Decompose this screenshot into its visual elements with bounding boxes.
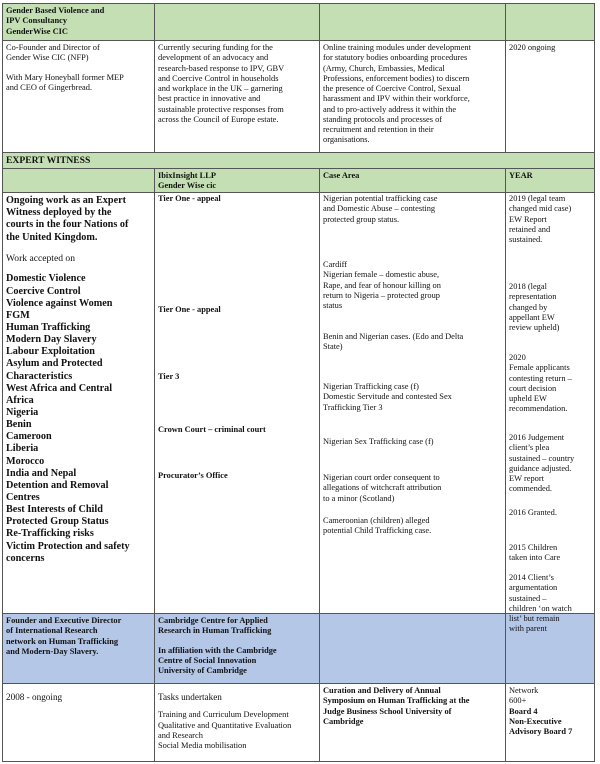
gbv-content-row bbox=[3, 41, 595, 153]
tasks-list: Training and Curriculum Development Qualitative and Quantitative Evaluation and Research Social Media mobilisation bbox=[158, 710, 292, 751]
case-year: 2016 Granted. bbox=[509, 508, 557, 518]
expert-col2-header-cell bbox=[155, 168, 320, 193]
case-description: Nigerian potential trafficking case and Domestic Abuse – contesting protected group status. bbox=[323, 194, 438, 224]
expert-title-row bbox=[3, 153, 595, 169]
case-area-header: Case Area bbox=[323, 170, 360, 180]
organisation-header: IbixInsight LLP Gender Wise cic bbox=[158, 170, 217, 190]
years-active: 2008 - ongoing bbox=[6, 692, 63, 703]
empty-green-cell bbox=[506, 4, 595, 41]
cv-table bbox=[2, 3, 595, 762]
expert-cases-cell bbox=[320, 193, 506, 614]
empty-blue-cell bbox=[320, 614, 506, 684]
gbv-training-cell bbox=[320, 41, 506, 153]
cambridge-centre-name: Cambridge Centre for Applied Research in Human Trafficking bbox=[158, 616, 272, 636]
gbv-role-note: With Mary Honeyball former MEP and CEO of Gingerbread. bbox=[6, 72, 124, 92]
case-year: 2020 Female applicants contesting return – court decision upheld EW recommendation. bbox=[509, 353, 572, 414]
gbv-funding-text: Currently securing funding for the development of an advocacy and research-based response to IPV, GBV and Coercive Control in households and workplace in the UK – garnering best practice in innovative and sustainable protective responses from across the Council of Europe estate. bbox=[158, 43, 285, 124]
symposium-cell bbox=[320, 684, 506, 762]
gbv-year: 2020 ongoing bbox=[509, 43, 556, 52]
court-label: Crown Court – criminal court bbox=[158, 425, 266, 435]
founder-centre-cell bbox=[155, 614, 320, 684]
network-cell bbox=[506, 684, 595, 762]
case-description: Nigerian court order consequent to allegations of witchcraft attribution to a minor (Scotland) bbox=[323, 473, 442, 503]
case-description: Cameroonian (children) alleged potential Child Trafficking case. bbox=[323, 516, 432, 536]
gbv-training-text: Online training modules under development for statutory bodies onboarding procedures (Army, Church, Embassies, Medical Professions, enforcement bodies) to discern the presence of Coercive Control, Sexual harassment and IPV within their workforce, and to pro-actively address it within the standing protocols and processes of recruitment and retention in their organisations. bbox=[323, 43, 471, 145]
gbv-heading: Gender Based Violence and IPV Consultancy GenderWise CIC bbox=[6, 6, 105, 36]
empty-green-cell bbox=[320, 4, 506, 41]
expert-title-cell bbox=[3, 153, 595, 169]
expert-col4-header-cell bbox=[506, 168, 595, 193]
tier-label: Tier One - appeal bbox=[158, 194, 221, 204]
case-year: 2018 (legal representation changed by appellant EW review upheld) bbox=[509, 282, 560, 333]
expert-years-cell bbox=[506, 193, 595, 634]
case-year: 2014 Client’s argumentation sustained – children ‘on watch list’ but remain with parent bbox=[509, 573, 572, 634]
tier-label: Tier One - appeal bbox=[158, 305, 221, 315]
cambridge-affiliation: In affiliation with the Cambridge Centre of Social Innovation University of Cambridge bbox=[158, 645, 277, 676]
case-year: 2015 Children taken into Care bbox=[509, 543, 561, 563]
expert-col3-header-cell bbox=[320, 168, 506, 193]
expert-header-empty bbox=[3, 168, 155, 193]
expert-intro: Ongoing work as an Expert Witness deployed by the courts in the four Nations of the United Kingdom. bbox=[6, 195, 129, 243]
gbv-heading-cell bbox=[3, 4, 155, 41]
symposium-text: Curation and Delivery of Annual Symposium on Human Trafficking at the Judge Business School University of Cambridge bbox=[323, 686, 470, 726]
tasks-cell bbox=[155, 684, 320, 762]
gbv-heading-row bbox=[3, 4, 595, 41]
case-description: Cardiff Nigerian female – domestic abuse, Rape, and fear of honour killing on return to Nigeria – protected group status bbox=[323, 260, 441, 311]
expert-header-row bbox=[3, 168, 595, 193]
founder-role-cell bbox=[3, 614, 155, 684]
gbv-year-cell bbox=[506, 41, 595, 153]
empty-green-cell bbox=[155, 4, 320, 41]
founder-row bbox=[3, 614, 595, 684]
case-description: Nigerian Sex Trafficking case (f) bbox=[323, 437, 434, 447]
founder-role: Founder and Executive Director of International Research network on Human Trafficking and Modern-Day Slavery. bbox=[6, 616, 122, 656]
network-label: Network bbox=[509, 686, 539, 696]
case-year: 2016 Judgement client’s plea sustained – country guidance adjusted. EW report commended. bbox=[509, 433, 575, 494]
court-label: Procurator’s Office bbox=[158, 471, 228, 481]
years-active-cell bbox=[3, 684, 155, 762]
tier-label: Tier 3 bbox=[158, 372, 180, 382]
boards-text: Board 4 Non-Executive Advisory Board 7 bbox=[509, 706, 573, 737]
tasks-label: Tasks undertaken bbox=[158, 692, 222, 703]
expert-areas-cell bbox=[3, 193, 155, 614]
case-description: Benin and Nigerian cases. (Edo and Delta State) bbox=[323, 332, 464, 352]
expert-witness-title: EXPERT WITNESS bbox=[6, 155, 91, 166]
gbv-role: Co-Founder and Director of Gender Wise CIC (NFP) bbox=[6, 43, 100, 63]
network-count: 600+ bbox=[509, 696, 527, 706]
work-accepted-label: Work accepted on bbox=[6, 252, 76, 264]
gbv-funding-cell bbox=[155, 41, 320, 153]
case-year: 2019 (legal team changed mid case) EW Report retained and sustained. bbox=[509, 194, 572, 245]
expert-content-row bbox=[3, 193, 595, 614]
gbv-role-cell bbox=[3, 41, 155, 153]
tasks-row bbox=[3, 684, 595, 762]
expert-tiers-cell bbox=[155, 193, 320, 614]
year-header: YEAR bbox=[509, 170, 533, 180]
case-description: Nigerian Trafficking case (f) Domestic Servitude and contested Sex Trafficking Tier 3 bbox=[323, 382, 452, 412]
expertise-areas-list: Domestic Violence Coercive Control Violence against Women FGM Human Trafficking Modern Day Slavery Labour Exploitation Asylum and Protected Characteristics West Africa and Central Africa Nigeria Benin Cameroon Liberia Morocco India and Nepal Detention and Removal Centres Best Interests of Child Protected Group Status Re-Trafficking risks Victim Protection and safety concerns bbox=[6, 273, 130, 564]
